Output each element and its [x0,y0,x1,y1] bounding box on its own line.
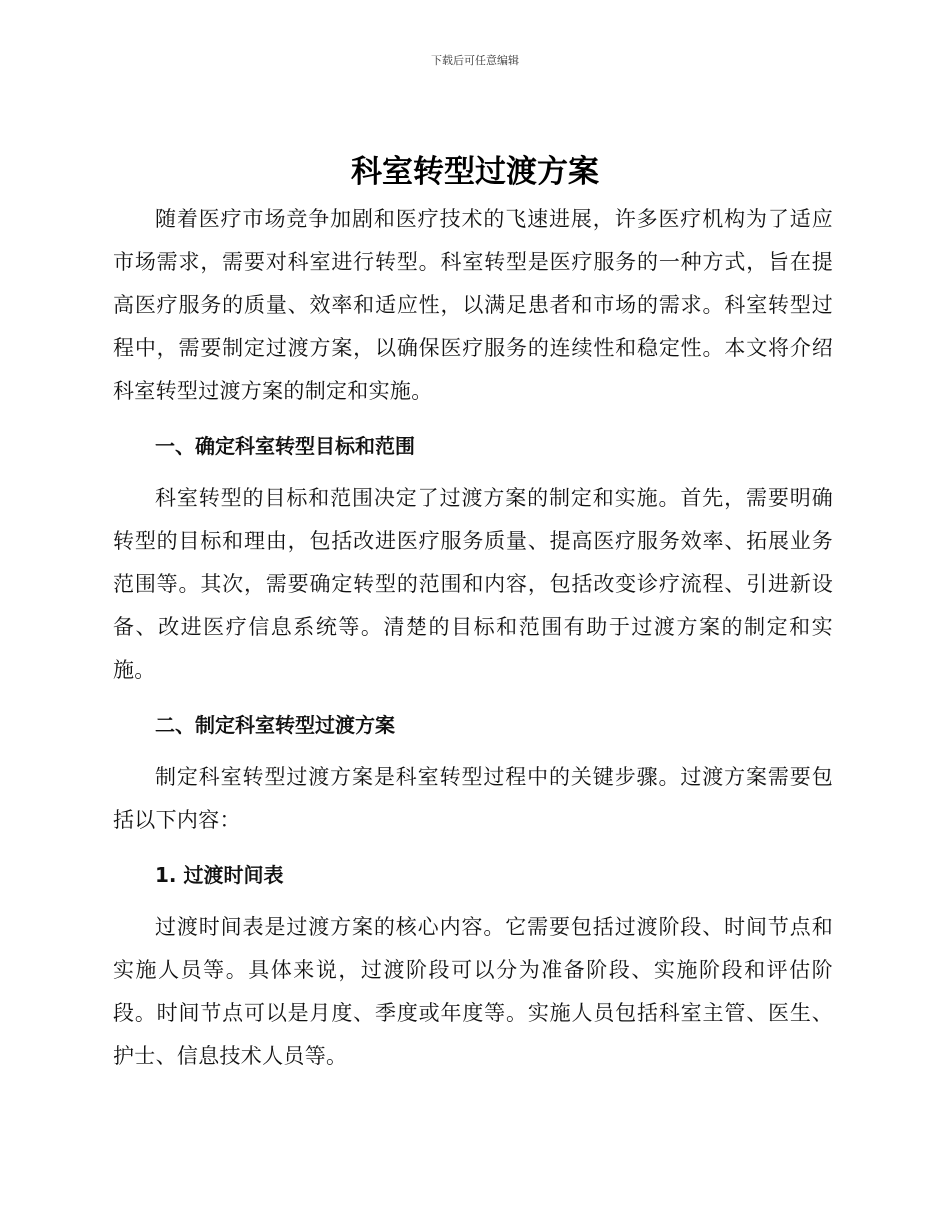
section-paragraph-2: 制定科室转型过渡方案是科室转型过程中的关键步骤。过渡方案需要包括以下内容： [113,765,833,832]
document-title: 科室转型过渡方案 [351,154,599,190]
document-body [113,198,833,1078]
subsection-heading-1: 1. 过渡时间表 [155,863,284,887]
section-paragraph-1: 科室转型的目标和范围决定了过渡方案的制定和实施。首先，需要明确转型的目标和理由，包括改进医疗服务质量、提高医疗服务效率、拓展业务范围等。其次，需要确定转型的范围和内容，包括改变诊疗流程、引进新设备、改进医疗信息系统等。清楚的目标和范围有助于过渡方案的制定和实施。 [113,486,833,682]
section-heading-1: 一、确定科室转型目标和范围 [155,434,415,458]
subsection-paragraph-1: 过渡时间表是过渡方案的核心内容。它需要包括过渡阶段、时间节点和实施人员等。具体来说，过渡阶段可以分为准备阶段、实施阶段和评估阶段。时间节点可以是月度、季度或年度等。实施人员包括科室主管、医生、护士、信息技术人员等。 [113,915,833,1068]
section-heading-2: 二、制定科室转型过渡方案 [155,713,395,737]
intro-paragraph: 随着医疗市场竞争加剧和医疗技术的飞速进展，许多医疗机构为了适应市场需求，需要对科室进行转型。科室转型是医疗服务的一种方式，旨在提高医疗服务的质量、效率和适应性，以满足患者和市场的需求。科室转型过程中，需要制定过渡方案，以确保医疗服务的连续性和稳定性。本文将介绍科室转型过渡方案的制定和实施。 [113,207,833,403]
header-note: 下载后可任意编辑 [431,54,519,67]
